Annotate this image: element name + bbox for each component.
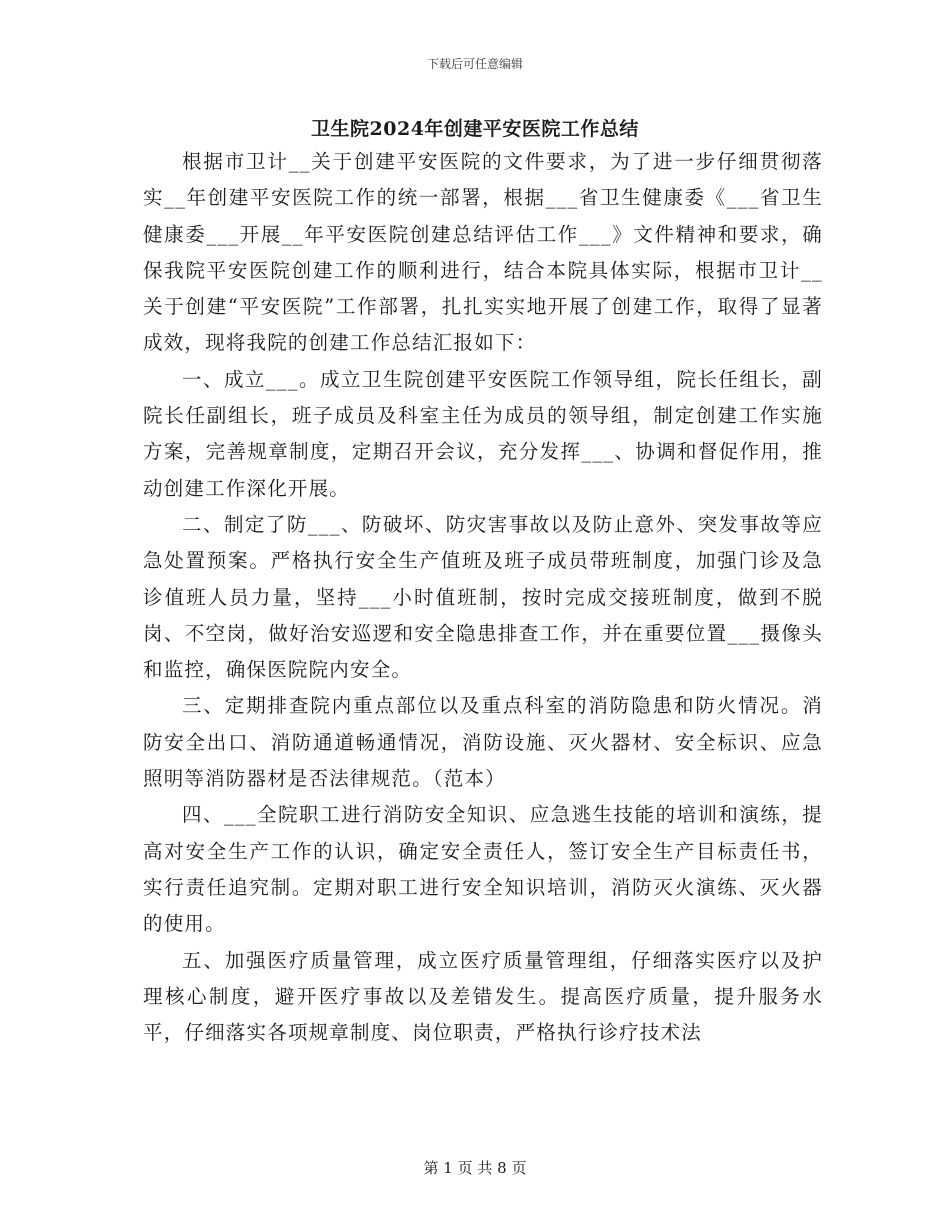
paragraph-intro: 根据市卫计__关于创建平安医院的文件要求，为了进一步仔细贯彻落实__年创建平安医院工作的统一部署，根据___省卫生健康委《___省卫生健康委___开展__年平安医院创建总结评估工作___》文件精神和要求，确保我院平安医院创建工作的顺利进行，结合本院具体实际，根据市卫计__关于创建“平安医院”工作部署，扎扎实实地开展了创建工作，取得了显著成效，现将我院的创建工作总结汇报如下： <box>143 150 823 355</box>
paragraph-section-1: 一、成立___。成立卫生院创建平安医院工作领导组，院长任组长，副院长任副组长，班子成员及科室主任为成员的领导组，制定创建工作实施方案，完善规章制度，定期召开会议，充分发挥___、协调和督促作用，推动创建工作深化开展。 <box>143 367 823 500</box>
header-note: 下载后可任意编辑 <box>426 57 523 71</box>
paragraph-section-3: 三、定期排查院内重点部位以及重点科室的消防隐患和防火情况。消防安全出口、消防通道畅通情况，消防设施、灭火器材、安全标识、应急照明等消防器材是否法律规范。（范本） <box>143 694 823 791</box>
paragraph-section-4: 四、___全院职工进行消防安全知识、应急逃生技能的培训和演练，提高对安全生产工作的认识，确定安全责任人，签订安全生产目标责任书，实行责任追究制。定期对职工进行安全知识培训，消防灭火演练、灭火器的使用。 <box>143 803 823 936</box>
document-title: 卫生院2024年创建平安医院工作总结 <box>311 118 639 140</box>
document-body <box>143 144 823 1051</box>
paragraph-section-5: 五、加强医疗质量管理，成立医疗质量管理组，仔细落实医疗以及护理核心制度，避开医疗事故以及差错发生。提高医疗质量，提升服务水平，仔细落实各项规章制度、岗位职责，严格执行诊疗技术法 <box>143 948 823 1045</box>
paragraph-section-2: 二、制定了防___、防破坏、防灾害事故以及防止意外、突发事故等应急处置预案。严格执行安全生产值班及班子成员带班制度，加强门诊及急诊值班人员力量，坚持___小时值班制，按时完成交接班制度，做到不脱岗、不空岗，做好治安巡逻和安全隐患排查工作，并在重要位置___摄像头和监控，确保医院院内安全。 <box>143 512 823 682</box>
page-number: 第 1 页 共 8 页 <box>423 1159 527 1177</box>
